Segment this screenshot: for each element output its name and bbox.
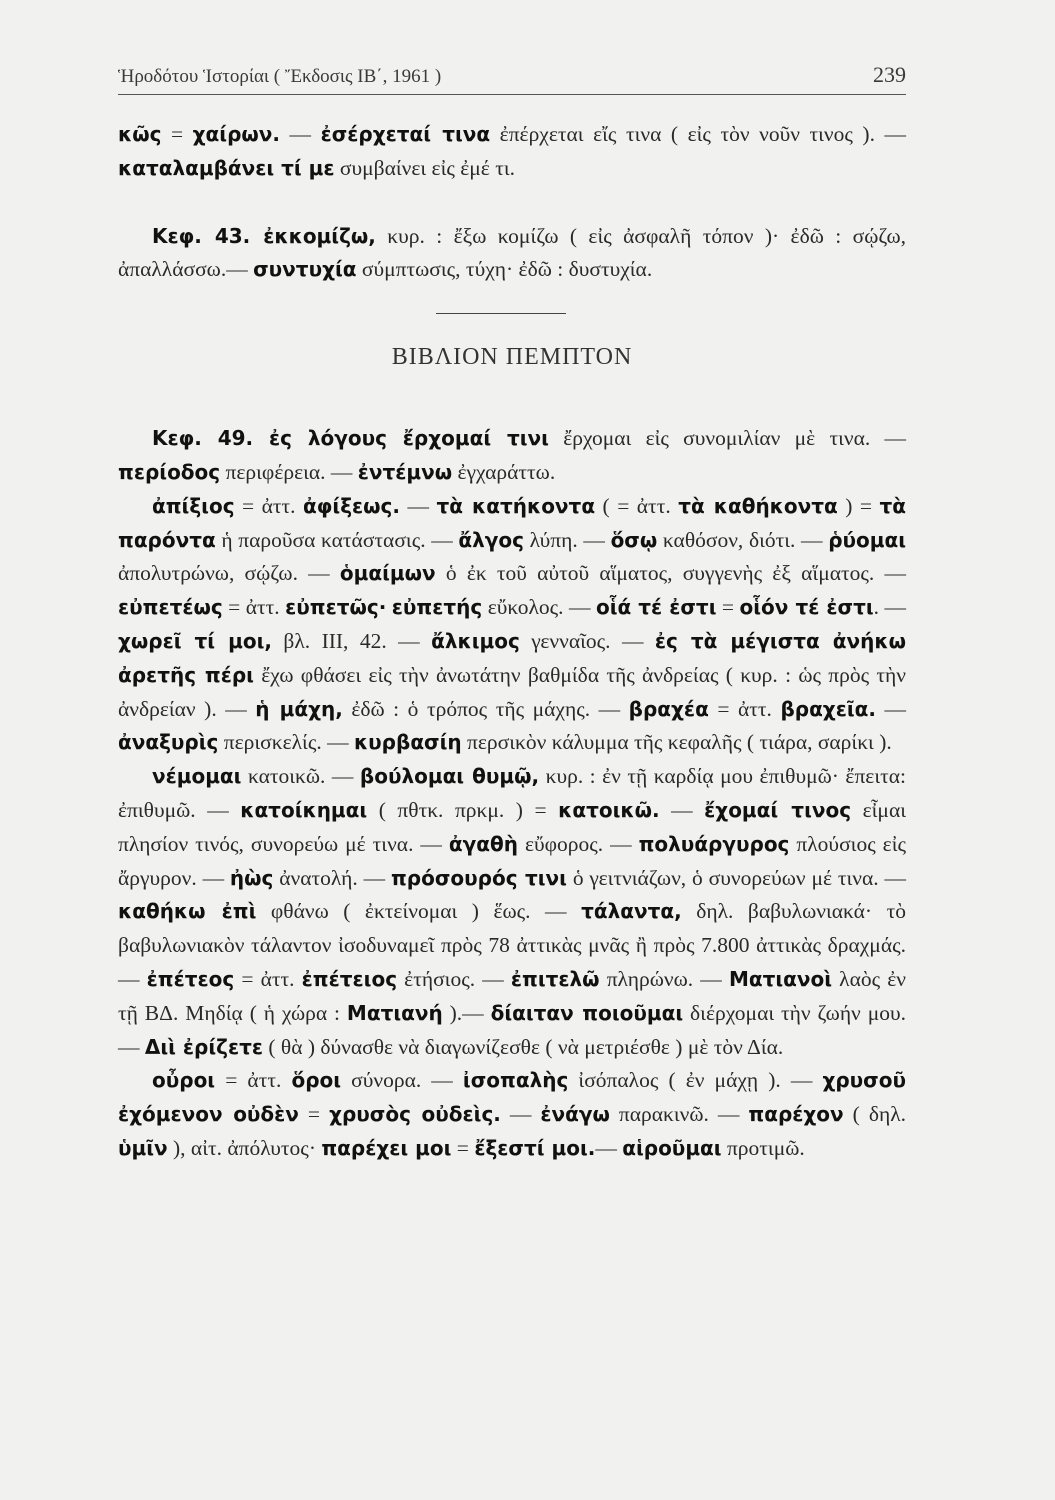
headword: Κεφ. 43. ἐκκομίζω, [152,223,376,248]
definition-text: ὁ γειτνιάζων, ὁ συνορεύων μέ τινα. — [566,865,906,890]
definition-text: ἀνατολή. — [273,865,391,890]
definition-text: = ἀττ. [708,696,781,721]
definition-text: ἰσόπαλος ( ἐν μάχῃ ). — [568,1068,823,1093]
headword: ἐσέρχεταί τινα [320,122,491,146]
definition-text: ( θὰ ) δύνασθε νὰ διαγωνίζεσθε ( νὰ μετριέσθε ) μὲ τὸν Δία. [263,1034,784,1059]
headword: Ματιανή [346,1000,443,1025]
definition-text: ) = [837,493,880,518]
definition-text: ἐτήσιος. — [397,966,511,991]
definition-text: διέρχομαι τὴν ζωήν μου. — [118,1000,906,1059]
definition-text: = ἀττ. [234,966,302,991]
definition-text: συμβαίνει εἰς ἐμέ τι. [334,155,516,180]
definition-text: περιφέρεια. — [220,459,358,484]
headword: ἀναξυρὶς [118,730,219,755]
headword: ἀγαθὴ [448,831,518,856]
header-title: Ἡροδότου Ἱστορίαι ( Ἔκδοσις ΙΒ΄, 1961 ) [118,66,442,87]
definition-text: = [716,595,740,620]
definition-text: εὔκολος. — [482,595,596,620]
headword: ἐς τὰ μέγιστα ἀνήκω ἀρετῆς πέρι [118,628,906,687]
headword: εὐπετῶς· [285,595,387,620]
headword: ἐνάγω [540,1102,610,1127]
definition-text: περσικὸν κάλυμμα τῆς κεφαλῆς ( τιάρα, σαρίκι ). [461,730,892,755]
definition-text: = ἀττ. [234,493,304,518]
definition-text: ( δηλ. [843,1102,906,1127]
paragraph-intro [118,118,906,186]
headword: ἀφίξεως. [303,493,401,518]
headword: ἐπέτεος [146,966,235,991]
headword: εὐπετέως [118,595,223,620]
definition-text: βλ. ΙΙΙ, 42. — [271,628,432,653]
definition-text: κυρ. : ἐν τῇ καρδίᾳ μου ἐπιθυμῶ· ἔπειτα: ἐπιθυμῶ. — [118,764,906,822]
headword: ἀπίξιος [152,493,235,518]
definition-text: — [875,696,907,721]
definition-text: παρακινῶ. — [609,1102,749,1127]
definition-text: σύνορα. — [341,1068,463,1093]
headword: παρέχει μοι [321,1135,452,1160]
definition-text: ἔρχομαι εἰς συνομιλίαν μὲ τινα. — [548,426,906,451]
headword: κυρβασίη [353,730,462,755]
headword: ἔχομαί τινος [704,797,852,822]
definition-text: ), αἰτ. ἀπόλυτος· [167,1135,322,1160]
definition-text: = [298,1102,330,1127]
section-divider [436,313,566,314]
headword: Διὶ ἐρίζετε [144,1034,263,1059]
headword: ἰσοπαλὴς [462,1068,569,1093]
definition-text: δηλ. βαβυλωνιακά· τὸ βαβυλωνιακὸν τάλαντον ἰσοδυναμεῖ πρὸς 78 ἀττικὰς μνᾶς ἢ πρὸς 7.800 ἀττικὰς δραχμάς. — [118,899,906,991]
definition-text: πληρώνω. — [599,966,729,991]
definition-text: ἐπέρχεται εἴς τινα ( εἰς τὸν νοῦν τινος ). — [490,122,906,146]
headword: παρέχον [748,1102,844,1127]
running-header [118,62,906,95]
headword: τὰ καθήκοντα [678,493,838,518]
definition-text: = [451,1135,475,1160]
headword: νέμομαι [152,764,242,789]
headword: τάλαντα, [581,899,682,924]
headword: πρόσουρός τινι [390,865,567,890]
definition-text: — [500,1102,541,1127]
definition-text: ἐδῶ : ὁ τρόπος τῆς μάχης. — [342,696,629,721]
headword: ὅροι [291,1068,342,1093]
definition-text: λύπη. — [523,527,611,552]
definition-text: καθόσον, διότι. — [657,527,829,552]
headword: ἠὼς [229,865,274,890]
headword: ἐντέμνω [357,459,453,484]
definition-text: = ἀττ. [215,1068,292,1093]
headword: τὰ παρόντα [118,493,906,552]
headword: Κεφ. 49. ἐς λόγους ἔρχομαί τινι [152,426,549,451]
definition-text: λαὸς ἐν τῇ ΒΔ. Μηδίᾳ ( ἡ χώρα : [118,966,907,1025]
book-title: ΒΙΒΛΙΟΝ ΠΕΜΠΤΟΝ [391,344,633,371]
headword: χαίρων. [192,122,281,146]
headword: ἔξεστί μοι. [474,1135,596,1160]
headword: τὰ κατήκοντα [436,493,596,518]
definition-text: ( = ἀττ. [595,493,679,518]
headword: αἱροῦμαι [622,1135,722,1160]
definition-text: εὔφορος. — [517,831,639,856]
headword: ἐπιτελῶ [510,966,600,991]
headword: κατοικῶ. [558,797,660,822]
definition-text: προτιμῶ. [721,1135,805,1160]
definition-text: κατοικῶ. — [241,764,360,789]
page-number: 239 [873,62,906,87]
headword: ὑμῖν [118,1135,168,1160]
definition-text: κυρ. : ἔξω κομίζω ( εἰς ἀσφαλῆ τόπον )· ἐδῶ : σῴζω, ἀπαλλάσσω.— [118,223,907,282]
definition-text: . — [873,595,906,620]
headword: χρυσὸς οὐδεὶς. [329,1102,501,1127]
headword: ἄλγος [458,527,524,552]
headword: δίαιταν ποιοῦμαι [490,1000,684,1025]
headword: χωρεῖ τί μοι, [118,628,272,653]
definition-text: ἐγχαράττω. [452,459,556,484]
definition-text: ἔχω φθάσει εἰς τὴν ἀνωτάτην βαθμίδα τῆς ἀνδρείας ( κυρ. : ὡς πρὸς τὴν ἀνδρείαν ). — [118,662,906,721]
headword: κατοίκημαι [240,797,368,822]
definition-text: ( πθτκ. πρκμ. ) = [367,797,559,822]
definition-text: περισκελίς. — [218,730,354,755]
headword: Ματιανοὶ [728,966,833,991]
headword: οὖροι [152,1068,216,1093]
definition-text: ἡ παροῦσα κατάστασις. — [215,527,459,552]
headword: βραχεῖα. [780,696,876,721]
page-body [118,118,906,1166]
headword: οἷά τέ ἐστι [595,595,717,620]
definition-text: γενναῖος. — [519,628,655,653]
headword: βραχέα [628,696,709,721]
definition-text: ὁ ἐκ τοῦ αὐτοῦ αἵματος, συγγενὴς ἐξ αἵματος. — [435,561,906,586]
headword: συντυχία [253,257,357,282]
headword: κῶς [118,122,162,146]
headword: ὁμαίμων [339,561,436,586]
headword: ἐπέτειος [301,966,398,991]
definition-text: — [280,122,321,146]
definition-text: = [161,122,193,146]
definition-text: = ἀττ. [222,595,286,620]
definition-text: ἀπολυτρώνω, σῴζω. — [118,561,340,586]
paragraph-kef-43 [118,220,906,288]
definition-text: — [659,797,705,822]
definition-text: φθάνω ( ἐκτείνομαι ) ἕως. — [256,899,582,924]
headword: οἷόν τέ ἐστι [739,595,874,620]
definition-text: σύμπτωσις, τύχη· ἐδῶ : δυστυχία. [356,257,653,282]
headword: ἡ μάχη, [255,696,343,721]
headword: ὅσῳ [610,527,658,552]
definition-text: πλούσιος εἰς ἄργυρον. — [118,831,906,890]
paragraph-ouroi [118,1064,906,1165]
definition-text: — [595,1135,623,1160]
headword: καθήκω ἐπὶ [118,899,257,924]
headword: εὐπετής [391,595,483,620]
headword: καταλαμβάνει τί με [118,155,335,180]
headword: ῥύομαι [828,527,906,552]
paragraph-kef-49 [118,422,906,490]
headword: ἄλκιμος [431,628,520,653]
paragraph-nemomai [118,760,906,1064]
definition-text: ).— [442,1000,491,1025]
definition-text: εἶμαι πλησίον τινός, συνορεύω μέ τινα. — [118,797,906,856]
paragraph-apixios [118,490,906,760]
headword: χρυσοῦ ἐχόμενον οὐδὲν [118,1068,906,1127]
definition-text: — [400,493,437,518]
headword: πολυάργυρος [638,831,790,856]
headword: βούλομαι θυμῷ, [359,764,540,789]
headword: περίοδος [118,459,221,484]
